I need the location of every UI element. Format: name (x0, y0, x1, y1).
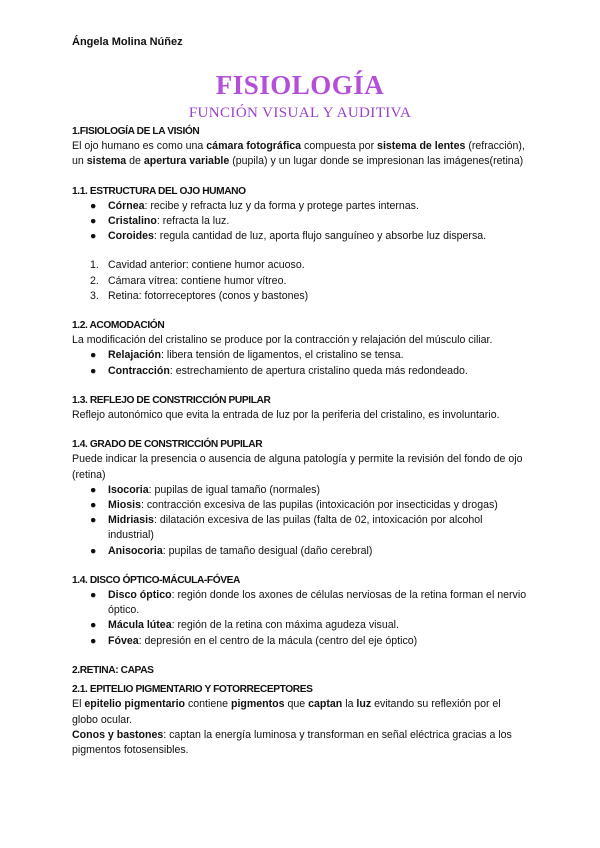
paragraph: Conos y bastones: captan la energía luminosa y transforman en señal eléctrica gracias a los pigmentos fotosensibles. (72, 728, 512, 756)
document-body (72, 124, 528, 758)
section-heading: 2.RETINA: CAPAS (72, 664, 154, 676)
author-name: Ángela Molina Núñez (72, 36, 183, 48)
paragraph: El ojo humano es como una cámara fotográfica compuesta por sistema de lentes (refracción), un sistema de apertura variable (pupila) y un lugar donde se impresionan las imágenes(retina) (72, 140, 525, 168)
bullet-icon: ● (90, 589, 97, 602)
bullet-icon: ● (90, 499, 97, 512)
bullet-icon: ● (90, 230, 97, 243)
numbered-list (72, 258, 528, 304)
list-item: ● Coroides: regula cantidad de luz, aporta flujo sanguíneo y absorbe luz dispersa. (72, 229, 528, 244)
section-heading: 1.4. GRADO DE CONSTRICCIÓN PUPILAR (72, 439, 263, 451)
bullet-icon: ● (90, 619, 97, 632)
list-item: ● Anisocoria: pupilas de tamaño desigual (daño cerebral) (72, 544, 528, 559)
list-item: ● Mácula lútea: región de la retina con máxima agudeza visual. (72, 618, 528, 633)
bullet-list (72, 199, 528, 245)
section-heading: 1.FISIOLOGÍA DE LA VISIÓN (72, 126, 200, 137)
list-item: ● Fóvea: depresión en el centro de la mácula (centro del eje óptico) (72, 634, 528, 649)
page-title: FISIOLOGÍA (215, 70, 385, 100)
section-heading: 1.3. REFLEJO DE CONSTRICCIÓN PUPILAR (72, 394, 271, 406)
section-heading: 1.4. DISCO ÓPTICO-MÁCULA-FÓVEA (72, 574, 240, 586)
bullet-list (72, 348, 528, 378)
list-item: ● Disco óptico: región donde los axones de células nerviosas de la retina forman el nervio óptico. (90, 589, 527, 617)
list-item: 3. Retina: fotorreceptores (conos y bastones) (90, 289, 309, 302)
bullet-icon: ● (90, 634, 97, 647)
list-item: ● Isocoria: pupilas de igual tamaño (normales) (72, 483, 528, 498)
list-item: ● Midriasis: dilatación excesiva de las puilas (falta de 02, intoxicación por alcohol industrial) (90, 514, 483, 542)
bullet-icon: ● (90, 199, 97, 212)
list-item: ● Miosis: contracción excesiva de las pupilas (intoxicación por insecticidas y drogas) (72, 498, 528, 513)
paragraph: El epitelio pigmentario contiene pigmentos que captan la luz evitando su reflexión por el globo ocular. (72, 698, 501, 726)
list-item: ● Contracción: estrechamiento de apertura cristalino queda más redondeado. (72, 364, 528, 379)
list-item: ● Relajación: libera tensión de ligamentos, el cristalino se tensa. (72, 348, 528, 363)
list-item: 1. Cavidad anterior: contiene humor acuoso. (90, 259, 305, 272)
page-subtitle: FUNCIÓN VISUAL Y AUDITIVA (188, 105, 412, 121)
bullet-icon: ● (90, 215, 97, 228)
list-item: ● Cristalino: refracta la luz. (72, 214, 528, 229)
list-item: ● Córnea: recibe y refracta luz y da forma y protege partes internas. (72, 199, 528, 214)
bullet-icon: ● (90, 544, 97, 557)
paragraph: La modificación del cristalino se produce por la contracción y relajación del músculo ciliar. (72, 334, 493, 347)
bullet-list (72, 588, 528, 649)
section-heading: 1.1. ESTRUCTURA DEL OJO HUMANO (72, 185, 246, 197)
bullet-icon: ● (90, 349, 97, 362)
bullet-icon: ● (90, 364, 97, 377)
list-item: 2. Cámara vítrea: contiene humor vítreo. (90, 274, 287, 287)
bullet-icon: ● (90, 514, 97, 527)
section-heading: 1.2. ACOMODACIÓN (72, 320, 165, 332)
paragraph: Reflejo autonómico que evita la entrada de luz por la periferia del cristalino, es involuntario. (72, 409, 500, 422)
bullet-list (72, 483, 528, 559)
paragraph: Puede indicar la presencia o ausencia de alguna patología y permite la revisión del fondo de ojo (retina) (72, 453, 523, 481)
bullet-icon: ● (90, 483, 97, 496)
subsection-heading: 2.1. EPITELIO PIGMENTARIO Y FOTORRECEPTORES (72, 684, 313, 696)
